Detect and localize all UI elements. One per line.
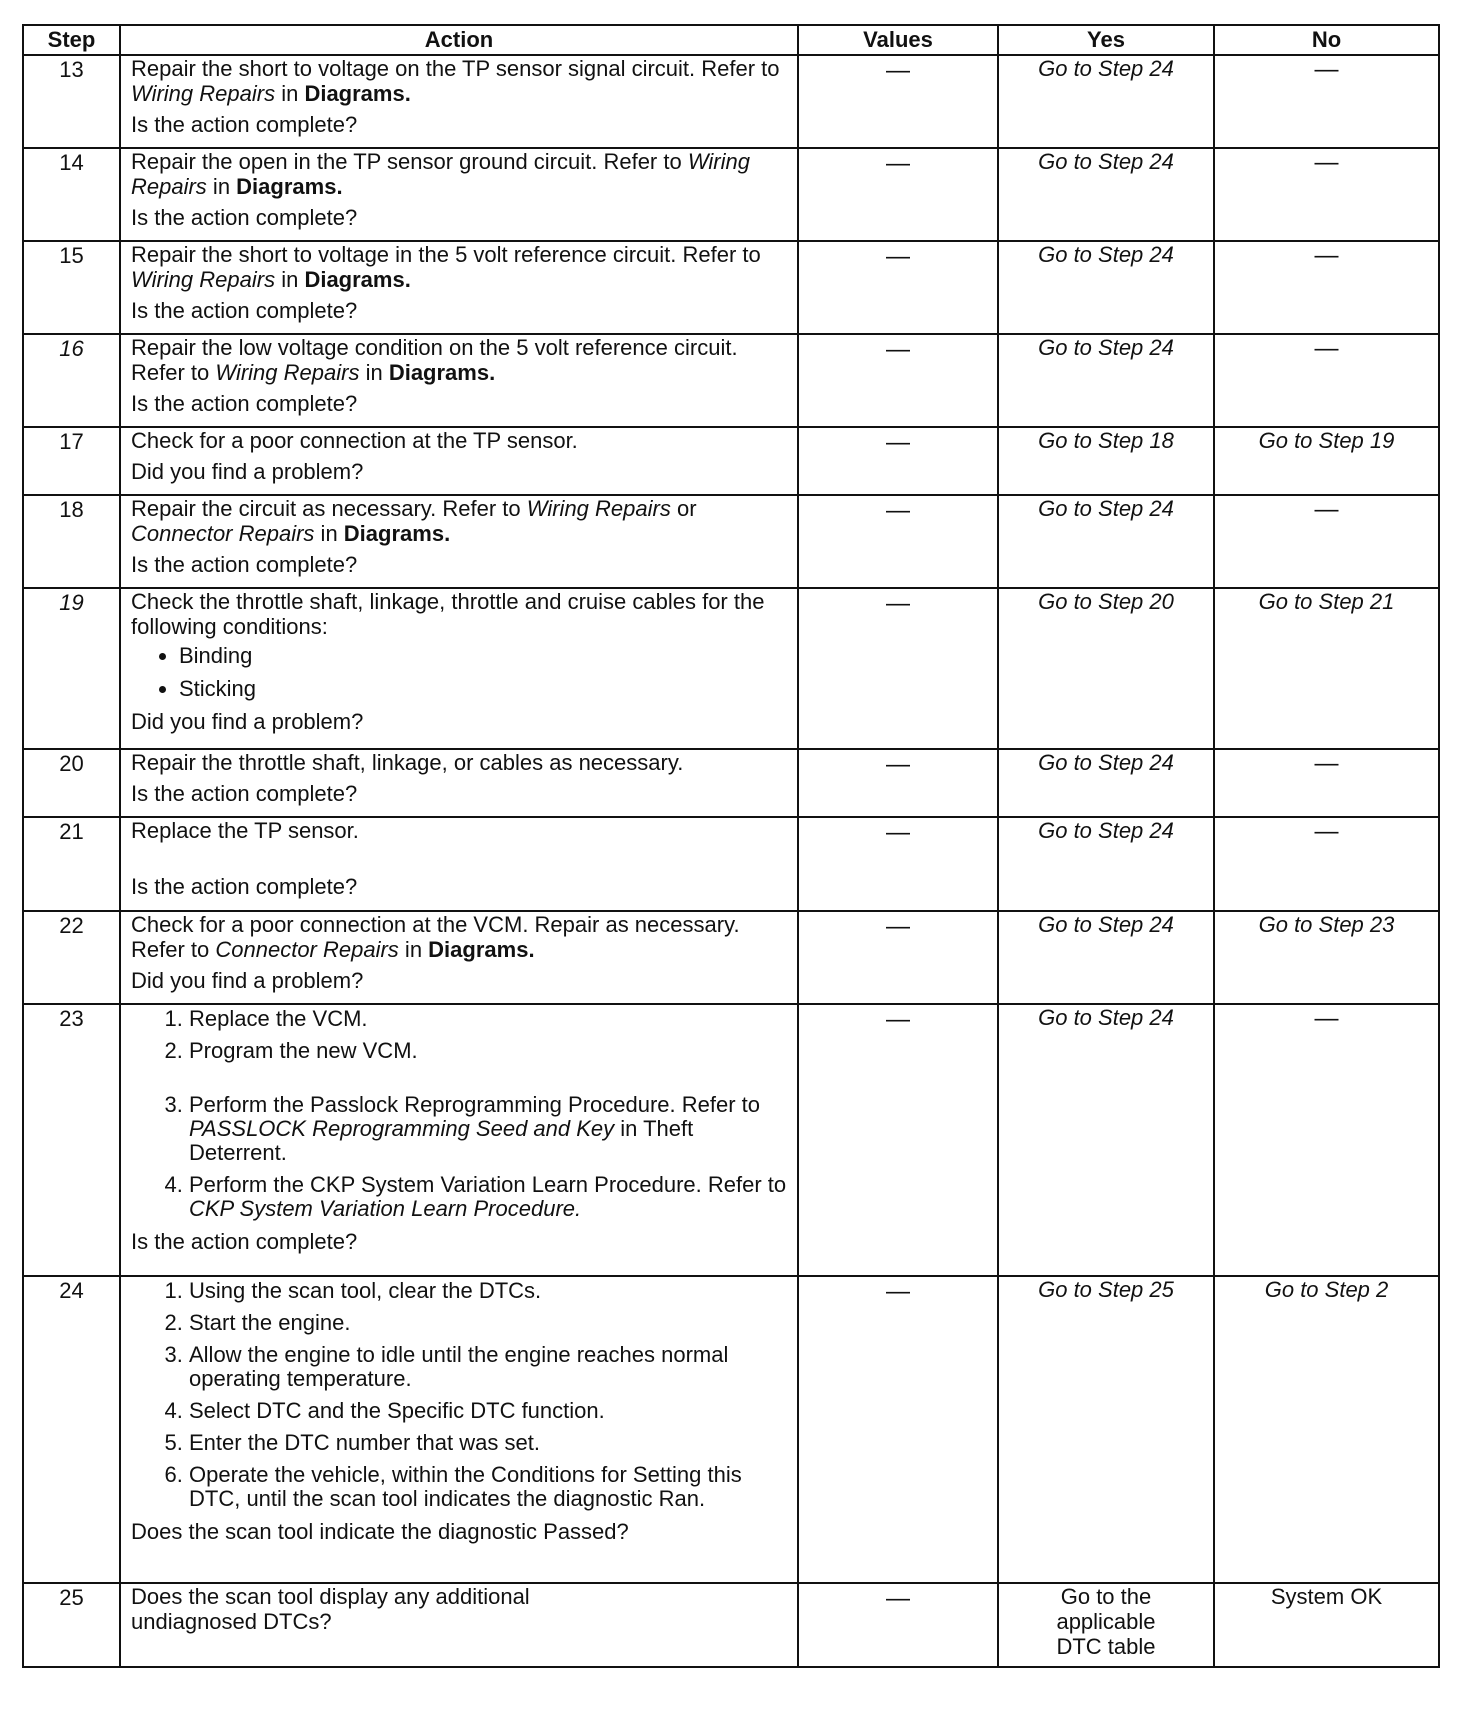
- yes-cell: Go to Step 24: [998, 911, 1214, 1004]
- step-number: 24: [23, 1276, 120, 1583]
- no-cell: Go to Step 2: [1214, 1276, 1439, 1583]
- action-italic: Connector Repairs: [131, 521, 315, 546]
- no-cell: —: [1214, 334, 1439, 427]
- list-item: • Sticking: [179, 676, 791, 701]
- yes-cell: Go to Step 18: [998, 427, 1214, 495]
- action-part: Replace the TP sensor.: [131, 818, 359, 843]
- action-text: [120, 1583, 798, 1667]
- header-action: Action: [120, 25, 798, 55]
- yes-cell: Go to Step 24: [998, 749, 1214, 817]
- no-cell: Go to Step 19: [1214, 427, 1439, 495]
- step-number: 16: [23, 334, 120, 427]
- step-number: 18: [23, 495, 120, 588]
- action-text: [120, 911, 798, 1004]
- table-row: [23, 148, 1439, 241]
- step-number: 22: [23, 911, 120, 1004]
- list-item: • Binding: [179, 643, 791, 668]
- action-part: in: [314, 521, 344, 546]
- step-number: 19: [23, 588, 120, 749]
- no-cell: System OK: [1214, 1583, 1439, 1667]
- action-part: Check for a poor connection at the TP sensor.: [131, 428, 578, 453]
- action-text: [120, 427, 798, 495]
- table-row: [23, 55, 1439, 148]
- action-text: [120, 1276, 798, 1583]
- action-text: [120, 241, 798, 334]
- yes-cell: Go to Step 25: [998, 1276, 1214, 1583]
- action-part: Perform the Passlock Reprogramming Procedure. Refer to: [189, 1092, 761, 1117]
- values-cell: —: [798, 148, 998, 241]
- action-italic: Wiring Repairs: [526, 496, 671, 521]
- action-italic: Wiring Repairs: [131, 81, 276, 106]
- action-part: in: [359, 360, 389, 385]
- step-number: 23: [23, 1004, 120, 1276]
- step-number: 25: [23, 1583, 120, 1667]
- no-cell: Go to Step 23: [1214, 911, 1439, 1004]
- action-italic: Wiring Repairs: [131, 267, 276, 292]
- action-italic: Wiring Repairs: [131, 149, 750, 199]
- no-cell: —: [1214, 817, 1439, 911]
- action-question: Is the action complete?: [131, 298, 358, 323]
- action-italic: PASSLOCK Reprogramming Seed and Key: [189, 1116, 615, 1141]
- action-question: Is the action complete?: [131, 874, 358, 899]
- table-row: [23, 749, 1439, 817]
- procedure-list: [131, 1007, 791, 1221]
- action-bold: Diagrams.: [428, 937, 535, 962]
- action-part: or: [670, 496, 697, 521]
- table-row: [23, 1004, 1439, 1276]
- action-text: [120, 495, 798, 588]
- table-row: [23, 495, 1439, 588]
- action-part: Check for a poor connection at the VCM. Repair as necessary. Refer to: [131, 912, 740, 962]
- action-part: Check the throttle shaft, linkage, throttle and cruise cables for the following conditions:: [131, 589, 765, 639]
- header-yes: Yes: [998, 25, 1214, 55]
- action-text: [120, 148, 798, 241]
- action-part: in: [275, 81, 305, 106]
- yes-cell: Go to Step 20: [998, 588, 1214, 749]
- action-question: Is the action complete?: [131, 112, 358, 137]
- action-italic: Wiring Repairs: [215, 360, 360, 385]
- table-row: [23, 241, 1439, 334]
- action-text: [120, 749, 798, 817]
- action-part: in Theft Deterrent.: [189, 1116, 694, 1165]
- header-values: Values: [798, 25, 998, 55]
- values-cell: —: [798, 817, 998, 911]
- list-item: 1. Using the scan tool, clear the DTCs.: [189, 1279, 791, 1303]
- action-question: Does the scan tool indicate the diagnostic Passed?: [131, 1519, 629, 1544]
- yes-cell: Go to Step 24: [998, 334, 1214, 427]
- values-cell: —: [798, 495, 998, 588]
- list-item: 2. Program the new VCM.: [189, 1039, 791, 1063]
- table-row: [23, 911, 1439, 1004]
- action-text: [120, 334, 798, 427]
- table-row: [23, 588, 1439, 749]
- list-item: 1. Replace the VCM.: [189, 1007, 791, 1031]
- yes-cell: Go to Step 24: [998, 1004, 1214, 1276]
- action-part: Repair the open in the TP sensor ground circuit. Refer to: [131, 149, 688, 174]
- values-cell: —: [798, 911, 998, 1004]
- action-part: in: [275, 267, 305, 292]
- action-italic: Connector Repairs: [215, 937, 399, 962]
- values-cell: —: [798, 588, 998, 749]
- yes-cell: Go to the applicable DTC table: [998, 1583, 1214, 1667]
- no-cell: —: [1214, 55, 1439, 148]
- table-row: [23, 817, 1439, 911]
- table-row: [23, 427, 1439, 495]
- table-row: [23, 334, 1439, 427]
- action-question: Is the action complete?: [131, 1229, 358, 1254]
- action-part: in: [206, 174, 237, 199]
- diagnostic-table: [22, 24, 1440, 1668]
- action-italic: CKP System Variation Learn Procedure.: [189, 1196, 582, 1221]
- action-part: Repair the short to voltage in the 5 volt reference circuit. Refer to: [131, 242, 761, 267]
- values-cell: —: [798, 1276, 998, 1583]
- no-cell: —: [1214, 241, 1439, 334]
- yes-cell: Go to Step 24: [998, 817, 1214, 911]
- list-item: [189, 1173, 791, 1221]
- step-number: 17: [23, 427, 120, 495]
- values-cell: —: [798, 334, 998, 427]
- action-question: Is the action complete?: [131, 205, 358, 230]
- action-text: [120, 1004, 798, 1276]
- list-item: [189, 1093, 791, 1165]
- action-bold: Diagrams.: [343, 521, 451, 546]
- action-part: Repair the throttle shaft, linkage, or cables as necessary.: [131, 750, 684, 775]
- header-step: Step: [23, 25, 120, 55]
- action-text: [120, 55, 798, 148]
- list-item: 5. Enter the DTC number that was set.: [189, 1431, 791, 1455]
- step-number: 13: [23, 55, 120, 148]
- no-cell: —: [1214, 148, 1439, 241]
- action-part: Does the scan tool display any additional undiagnosed DTCs?: [131, 1584, 530, 1634]
- yes-cell: Go to Step 24: [998, 495, 1214, 588]
- values-cell: —: [798, 241, 998, 334]
- list-item: 3. Allow the engine to idle until the engine reaches normal operating temperature.: [189, 1343, 791, 1391]
- yes-cell: Go to Step 24: [998, 241, 1214, 334]
- values-cell: —: [798, 1004, 998, 1276]
- action-bold: Diagrams.: [304, 267, 411, 292]
- no-cell: —: [1214, 749, 1439, 817]
- action-part: Repair the short to voltage on the TP sensor signal circuit. Refer to: [131, 56, 780, 81]
- step-number: 14: [23, 148, 120, 241]
- list-item: 2. Start the engine.: [189, 1311, 791, 1335]
- no-cell: Go to Step 21: [1214, 588, 1439, 749]
- procedure-list: [131, 1279, 791, 1511]
- action-part: in: [398, 937, 429, 962]
- action-bold: Diagrams.: [236, 174, 343, 199]
- yes-cell: Go to Step 24: [998, 55, 1214, 148]
- header-row: [23, 25, 1439, 55]
- list-item: 6. Operate the vehicle, within the Conditions for Setting this DTC, until the scan tool indicates the diagnostic Ran.: [189, 1463, 791, 1511]
- table-row: [23, 1583, 1439, 1667]
- action-question: Did you find a problem?: [131, 968, 364, 993]
- step-number: 21: [23, 817, 120, 911]
- action-part: Repair the circuit as necessary. Refer to: [131, 496, 527, 521]
- table-row: [23, 1276, 1439, 1583]
- values-cell: —: [798, 427, 998, 495]
- action-question: Is the action complete?: [131, 552, 358, 577]
- no-cell: —: [1214, 1004, 1439, 1276]
- no-cell: —: [1214, 495, 1439, 588]
- action-bold: Diagrams.: [304, 81, 411, 106]
- values-cell: —: [798, 1583, 998, 1667]
- action-bold: Diagrams.: [388, 360, 496, 385]
- step-number: 20: [23, 749, 120, 817]
- step-number: 15: [23, 241, 120, 334]
- list-item: 4. Select DTC and the Specific DTC function.: [189, 1399, 791, 1423]
- condition-list: [131, 643, 791, 701]
- action-question: Did you find a problem?: [131, 459, 364, 484]
- action-question: Did you find a problem?: [131, 709, 364, 734]
- action-text: [120, 588, 798, 749]
- action-question: Is the action complete?: [131, 781, 358, 806]
- action-text: [120, 817, 798, 911]
- values-cell: —: [798, 55, 998, 148]
- yes-cell: Go to Step 24: [998, 148, 1214, 241]
- values-cell: —: [798, 749, 998, 817]
- action-part: Perform the CKP System Variation Learn Procedure. Refer to: [189, 1172, 787, 1197]
- action-question: Is the action complete?: [131, 391, 358, 416]
- header-no: No: [1214, 25, 1439, 55]
- action-part: Repair the low voltage condition on the 5 volt reference circuit. Refer to: [131, 335, 738, 385]
